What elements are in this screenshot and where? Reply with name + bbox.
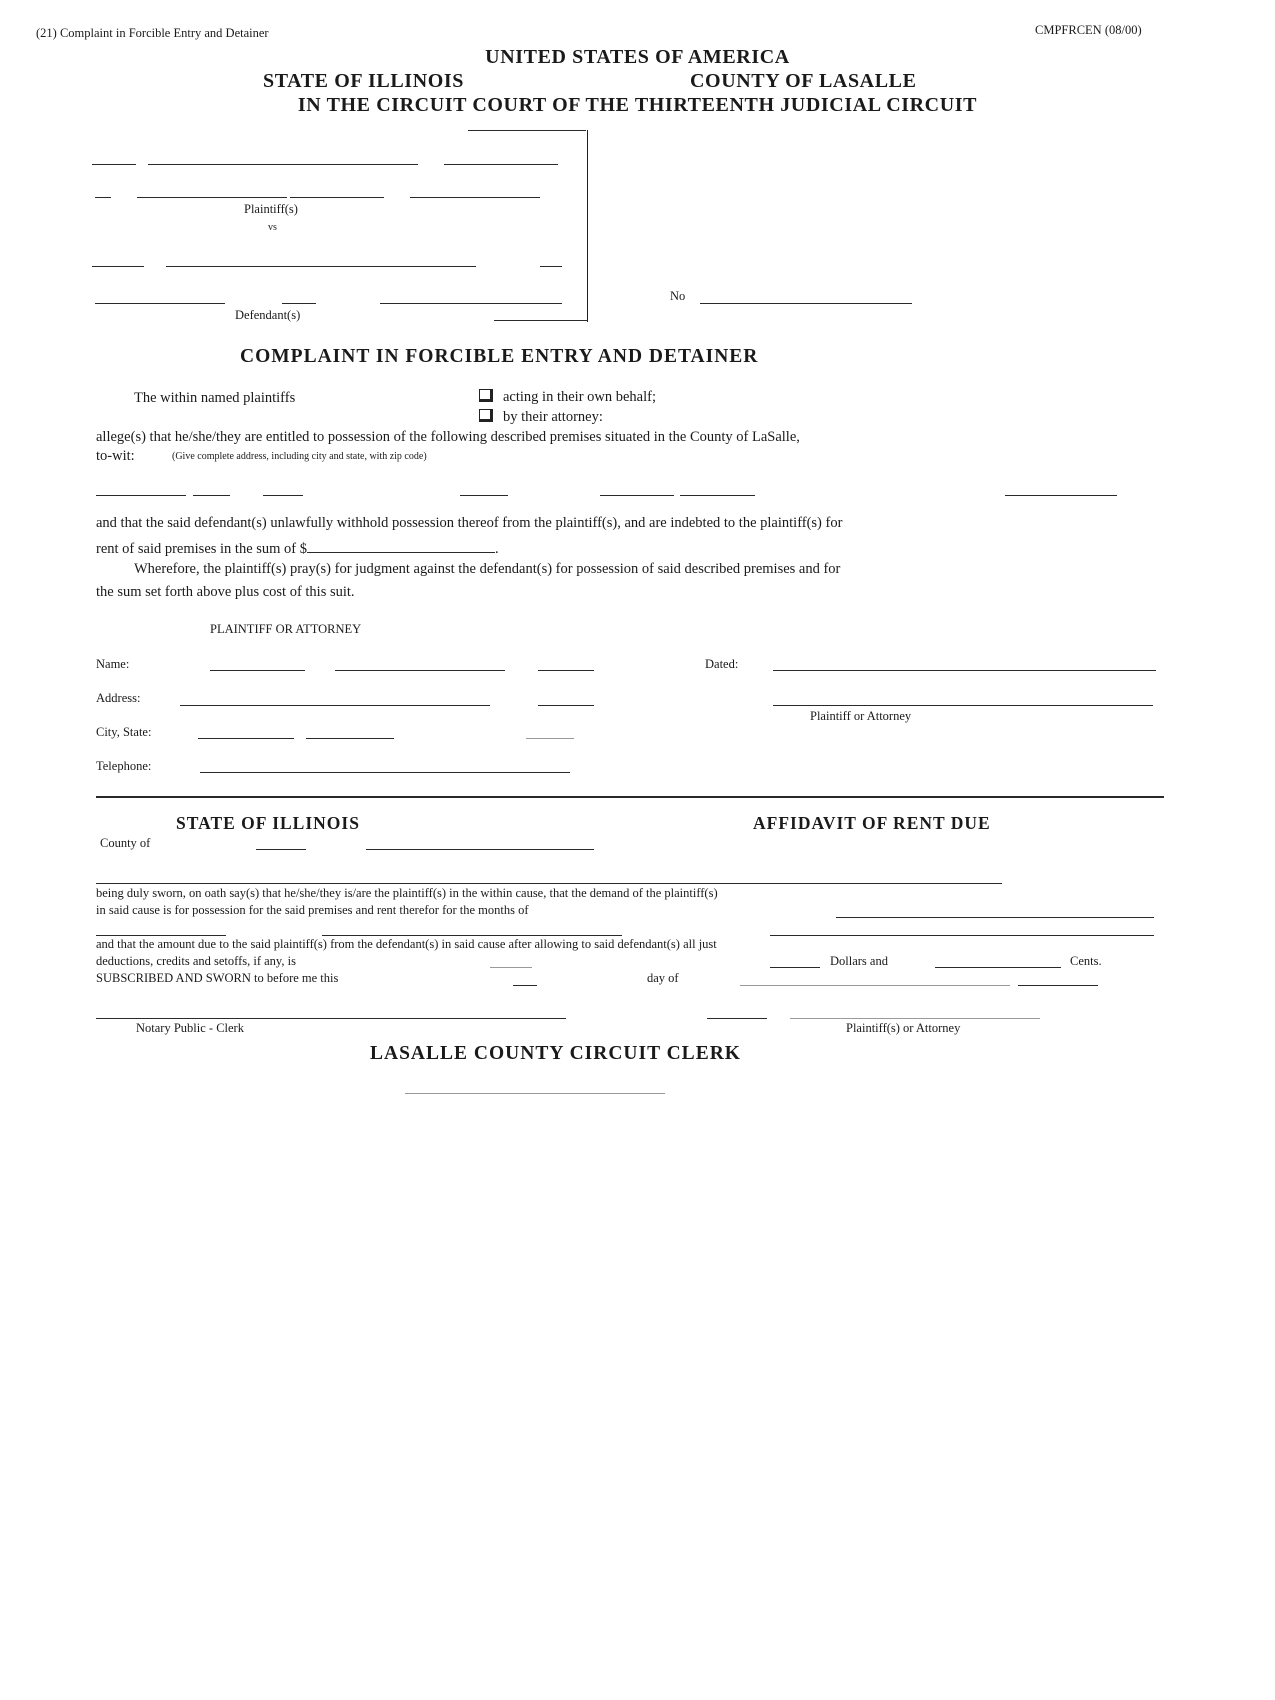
complaint-title: COMPLAINT IN FORCIBLE ENTRY AND DETAINER	[240, 346, 759, 367]
allege-text: allege(s) that he/she/they are entitled to possession of the following described premises situated in the County of LaSalle,	[96, 429, 800, 445]
para2-line2: the sum set forth above plus cost of this suit.	[96, 584, 355, 600]
plaintiff-line[interactable]	[410, 197, 540, 198]
case-no-field[interactable]	[700, 303, 912, 304]
county-label: County of	[100, 836, 151, 850]
form-code: CMPFRCEN (08/00)	[1035, 23, 1142, 37]
plaintiff-signature-field[interactable]	[773, 705, 1153, 706]
signature-caption: Plaintiff or Attorney	[810, 709, 912, 723]
case-no-label: No	[670, 289, 686, 303]
checkbox-icon[interactable]	[479, 389, 493, 402]
dated-label: Dated:	[705, 657, 739, 671]
heading-usa: UNITED STATES OF AMERICA	[485, 46, 790, 68]
plaintiff-line[interactable]	[92, 164, 136, 165]
city-state-label: City, State:	[96, 725, 152, 739]
plaintiff-caption: Plaintiff(s) or Attorney	[846, 1021, 961, 1035]
defendant-line[interactable]	[92, 266, 144, 267]
checkbox-icon[interactable]	[479, 409, 493, 422]
defendant-line[interactable]	[95, 303, 225, 304]
intro-text: The within named plaintiffs	[134, 390, 296, 406]
amount-line1: and that the amount due to the said plaintiff(s) from the defendant(s) in said cause after allowing to said defendant(s) all just	[96, 937, 717, 951]
cents-label: Cents.	[1070, 954, 1102, 968]
notary-caption: Notary Public - Clerk	[136, 1021, 244, 1035]
para1-line2: rent of said premises in the sum of $ .	[96, 538, 499, 558]
amount-line2: deductions, credits and setoffs, if any, is	[96, 954, 296, 968]
plaintiff-affidavit-signature-field[interactable]	[707, 1018, 767, 1019]
option-by-attorney[interactable]: by their attorney:	[479, 409, 603, 426]
to-wit-label: to-wit:	[96, 448, 135, 464]
defendants-label: Defendant(s)	[235, 308, 301, 322]
rent-sum-field[interactable]	[307, 538, 495, 553]
telephone-label: Telephone:	[96, 759, 152, 773]
plaintiff-line[interactable]	[137, 197, 287, 198]
city-state-field[interactable]	[198, 738, 294, 739]
clerk-mark	[405, 1093, 665, 1094]
notary-signature-field[interactable]	[96, 1018, 566, 1019]
heading-state: STATE OF ILLINOIS	[263, 70, 465, 92]
name-label: Name:	[96, 657, 130, 671]
name-field[interactable]	[210, 670, 305, 671]
plaintiff-line[interactable]	[444, 164, 558, 165]
county-field[interactable]	[256, 849, 306, 850]
affiant-name-field[interactable]	[96, 883, 1002, 884]
telephone-field[interactable]	[200, 772, 570, 773]
sworn-line2: in said cause is for possession for the said premises and rent therefor for the months of	[96, 903, 529, 917]
day-field[interactable]	[513, 985, 537, 986]
dollars-field[interactable]	[770, 967, 820, 968]
address-label: Address:	[96, 691, 141, 705]
dated-field[interactable]	[773, 670, 1156, 671]
defendant-line[interactable]	[380, 303, 562, 304]
sworn-line1: being duly sworn, on oath say(s) that he/she/they is/are the plaintiff(s) in the within cause, that the demand of the plaintiff(s)	[96, 886, 718, 900]
heading-county: COUNTY OF LASALLE	[690, 70, 917, 92]
cents-field[interactable]	[935, 967, 1061, 968]
vs-label: vs	[268, 222, 277, 233]
circuit-clerk-footer: LASALLE COUNTY CIRCUIT CLERK	[370, 1043, 741, 1064]
address-hint: (Give complete address, including city and state, with zip code)	[172, 451, 427, 462]
dollars-label: Dollars and	[830, 954, 888, 968]
affidavit-state: STATE OF ILLINOIS	[176, 813, 360, 833]
plaintiffs-label: Plaintiff(s)	[244, 202, 298, 216]
signature-heading: PLAINTIFF OR ATTORNEY	[210, 622, 362, 636]
address-field[interactable]	[180, 705, 490, 706]
months-field[interactable]	[836, 917, 1154, 918]
para2-line1: Wherefore, the plaintiff(s) pray(s) for judgment against the defendant(s) for possession of said described premises and for	[134, 561, 841, 577]
option-own-behalf[interactable]: acting in their own behalf;	[479, 389, 656, 406]
section-divider	[96, 796, 1164, 798]
plaintiff-line[interactable]	[148, 164, 418, 165]
defendant-line[interactable]	[166, 266, 476, 267]
affidavit-title: AFFIDAVIT OF RENT DUE	[753, 813, 991, 833]
heading-court: IN THE CIRCUIT COURT OF THE THIRTEENTH JUDICIAL CIRCUIT	[297, 94, 978, 116]
subscribed-text: SUBSCRIBED AND SWORN to before me this	[96, 971, 339, 985]
para1-line1: and that the said defendant(s) unlawfully withhold possession thereof from the plaintiff(s), and are indebted to the plaintiff(s) for	[96, 515, 843, 531]
day-of-label: day of	[647, 971, 679, 985]
month-year-field[interactable]	[740, 985, 1010, 986]
form-title-small: (21) Complaint in Forcible Entry and Detainer	[36, 26, 269, 40]
